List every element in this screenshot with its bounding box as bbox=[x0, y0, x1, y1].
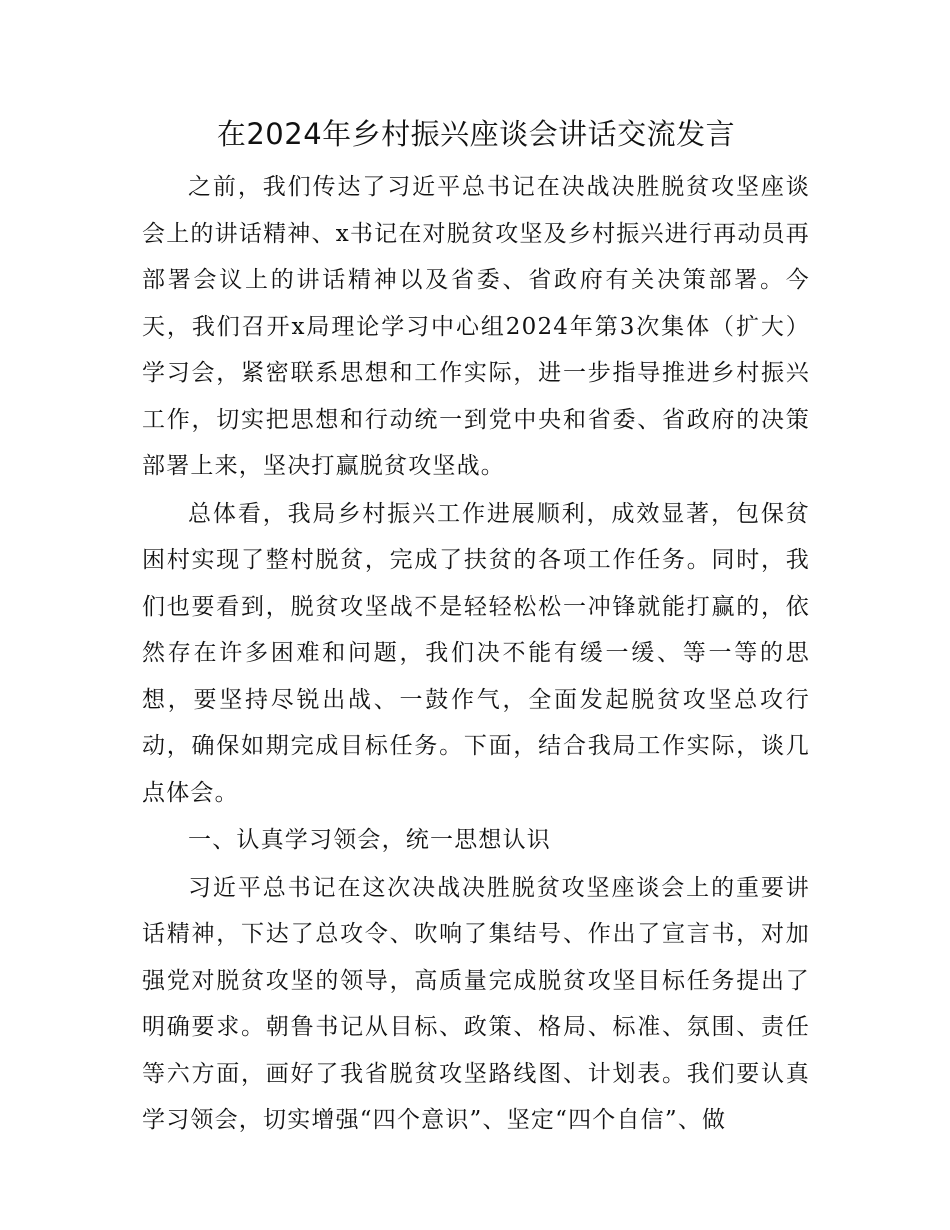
paragraph-overview: 总体看，我局乡村振兴工作进展顺利，成效显著，包保贫困村实现了整村脱贫，完成了扶贫的各项工作任务。同时，我们也要看到，脱贫攻坚战不是轻轻松松一冲锋就能打赢的，依然存在许多困难和问题，我们决不能有缓一缓、等一等的思想，要坚持尽锐出战、一鼓作气，全面发起脱贫攻坚总攻行动，确保如期完成目标任务。下面，结合我局工作实际，谈几点体会。 bbox=[142, 500, 810, 806]
section-heading: 一、认真学习领会，统一思想认识 bbox=[188, 827, 551, 853]
paragraph-section-one: 习近平总书记在这次决战决胜脱贫攻坚座谈会上的重要讲话精神，下达了总攻令、吹响了集结号、作出了宣言书，对加强党对脱贫攻坚的领导，高质量完成脱贫攻坚目标任务提出了明确要求。朝鲁书记从目标、政策、格局、标准、氛围、责任等六方面，画好了我省脱贫攻坚路线图、计划表。我们要认真学习领会，切实增强“四个意识”、坚定“四个自信”、做 bbox=[142, 874, 810, 1133]
document-page bbox=[142, 110, 810, 1145]
document-title: 在2024年乡村振兴座谈会讲话交流发言 bbox=[216, 117, 736, 151]
paragraph-intro: 之前，我们传达了习近平总书记在决战决胜脱贫攻坚座谈会上的讲话精神、x书记在对脱贫攻坚及乡村振兴进行再动员再部署会议上的讲话精神以及省委、省政府有关决策部署。今天，我们召开x局理论学习中心组2024年第3次集体（扩大）学习会，紧密联系思想和工作实际，进一步指导推进乡村振兴工作，切实把思想和行动统一到党中央和省委、省政府的决策部署上来，坚决打赢脱贫攻坚战。 bbox=[142, 174, 810, 479]
